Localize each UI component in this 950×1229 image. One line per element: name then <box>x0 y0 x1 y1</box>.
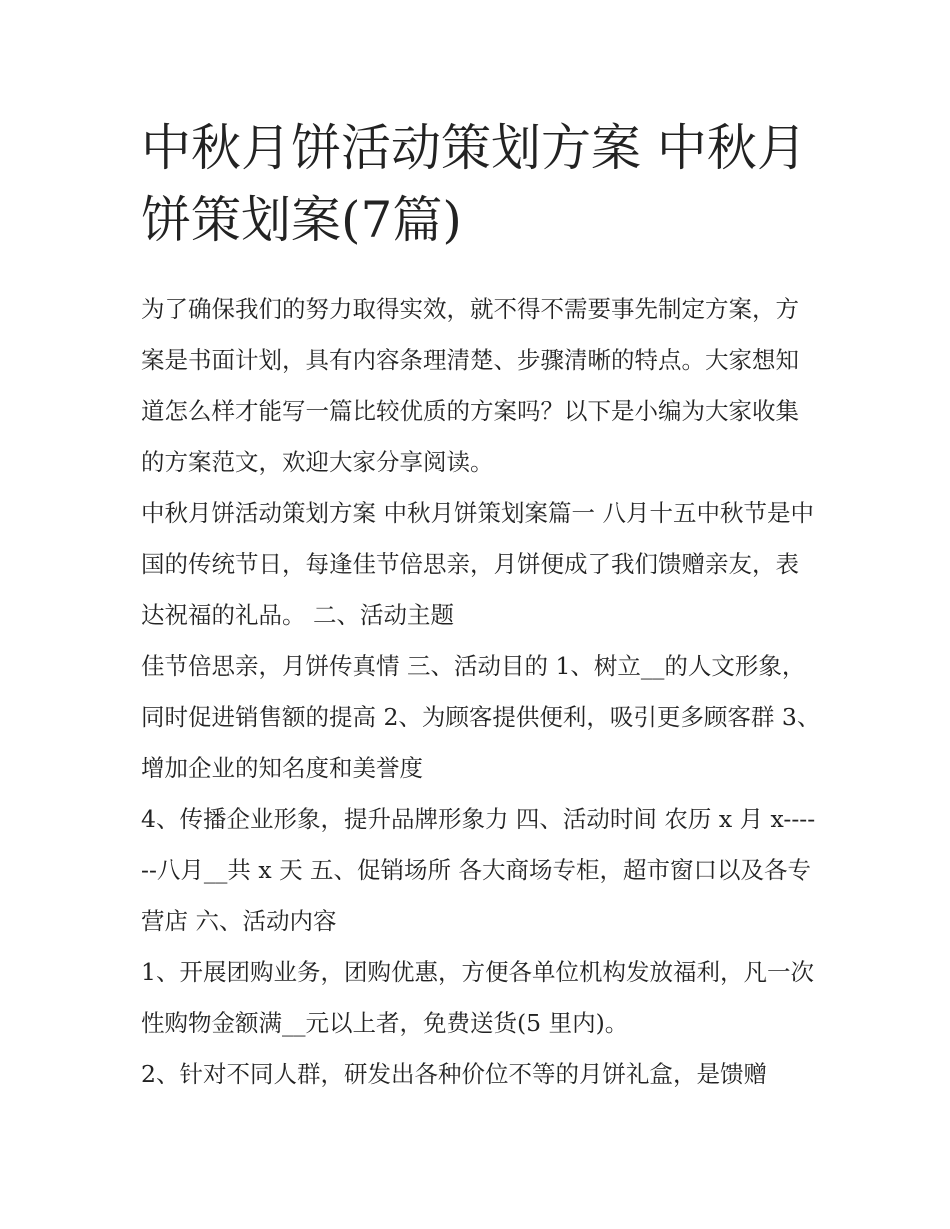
document-title: 中秋月饼活动策划方案 中秋月饼策划案(7篇) <box>141 119 807 249</box>
paragraph-purpose: 佳节倍思亲，月饼传真情 三、活动目的 1、树立__的人文形象，同时促进销售额的提高 2、为顾客提供便利，吸引更多顾客群 3、增加企业的知名度和美誉度 <box>141 652 821 782</box>
paragraph-intro: 为了确保我们的努力取得实效，就不得不需要事先制定方案，方案是书面计划，具有内容条理清楚、步骤清晰的特点。大家想知道怎么样才能写一篇比较优质的方案吗？以下是小编为大家收集的方案范文，欢迎大家分享阅读。 <box>141 295 799 476</box>
paragraph-background: 中秋月饼活动策划方案 中秋月饼策划案篇一 八月十五中秋节是中国的传统节日，每逢佳节倍思亲，月饼便成了我们馈赠亲友，表达祝福的礼品。 二、活动主题 <box>141 499 814 629</box>
paragraph-item-1: 1、开展团购业务，团购优惠，方便各单位机构发放福利，凡一次性购物金额满__元以上者，免费送货(5 里内)。 <box>141 958 814 1037</box>
paragraph-time-place: 4、传播企业形象，提升品牌形象力 四、活动时间 农历 x 月 x------八月__共 x 天 五、促销场所 各大商场专柜，超市窗口以及各专营店 六、活动内容 <box>141 805 816 935</box>
paragraph-item-2: 2、针对不同人群，研发出各种价位不等的月饼礼盒，是馈赠 <box>141 1060 767 1088</box>
document-body <box>141 112 821 1100</box>
